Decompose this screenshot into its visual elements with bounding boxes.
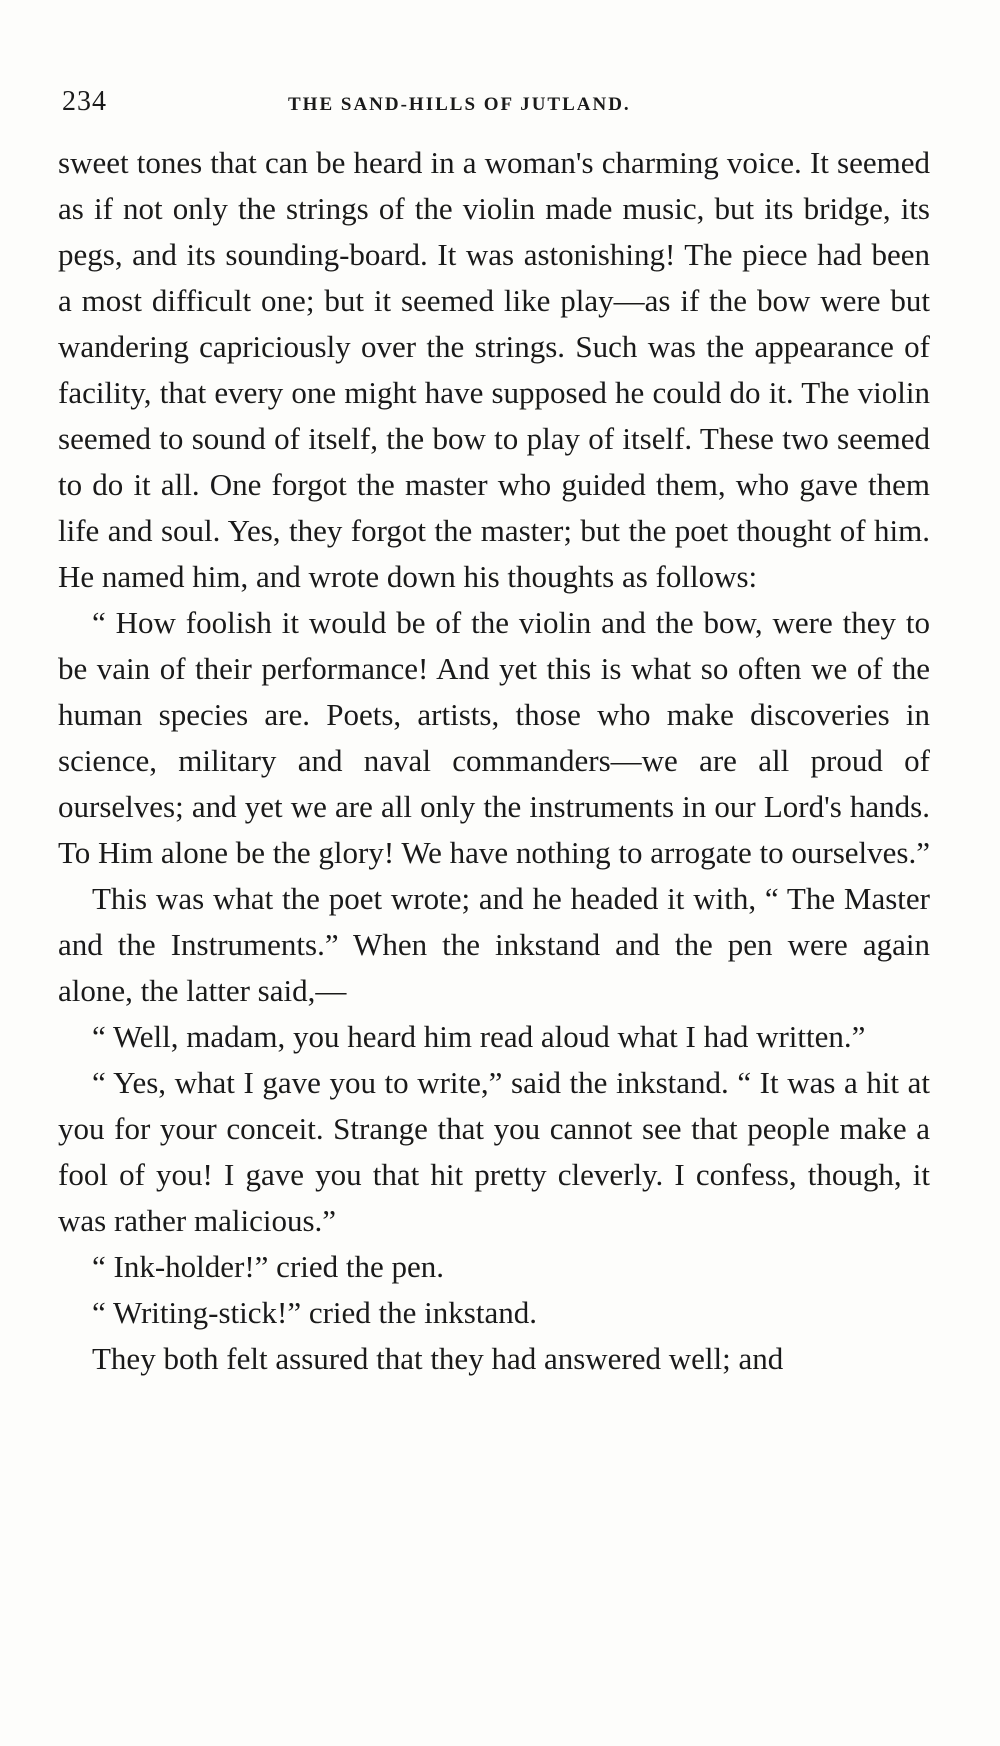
- paragraph: “ Writing-stick!” cried the inkstand.: [92, 1295, 537, 1330]
- paragraph: They both felt assured that they had answered well; and: [92, 1341, 784, 1376]
- paragraph: This was what the poet wrote; and he headed it with, “ The Master and the Instruments.” When the inkstand and the pen were again alone, the latter said,—: [58, 881, 930, 1008]
- paragraph: “ Ink-holder!” cried the pen.: [92, 1249, 445, 1284]
- page-number: 234: [62, 86, 107, 117]
- paragraph: “ Well, madam, you heard him read aloud what I had written.”: [92, 1019, 866, 1054]
- running-title: THE SAND-HILLS OF JUTLAND.: [288, 94, 631, 115]
- running-head: [62, 86, 922, 126]
- paragraph: “ How foolish it would be of the violin and the bow, were they to be vain of their performance! And yet this is what so often we of the human species are. Poets, artists, those who make discoveries in science, military and naval commanders—we are all proud of ourselves; and yet we are all only the instruments in our Lord's hands. To Him alone be the glory! We have nothing to arrogate to ourselves.”: [58, 605, 930, 870]
- paragraph: sweet tones that can be heard in a woman's charming voice. It seemed as if not only the strings of the violin made music, but its bridge, its pegs, and its sounding-board. It was astonishing! The piece had been a most difficult one; but it seemed like play—as if the bow were but wandering capriciously over the strings. Such was the appearance of facility, that every one might have supposed he could do it. The violin seemed to sound of itself, the bow to play of itself. These two seemed to do it all. One forgot the master who guided them, who gave them life and soul. Yes, they forgot the master; but the poet thought of him. He named him, and wrote down his thoughts as follows:: [58, 145, 930, 594]
- body-text: [58, 140, 930, 1382]
- paragraph: “ Yes, what I gave you to write,” said the inkstand. “ It was a hit at you for your conceit. Strange that you cannot see that people make a fool of you! I gave you that hit pretty cleverly. I confess, though, it was rather malicious.”: [58, 1065, 930, 1238]
